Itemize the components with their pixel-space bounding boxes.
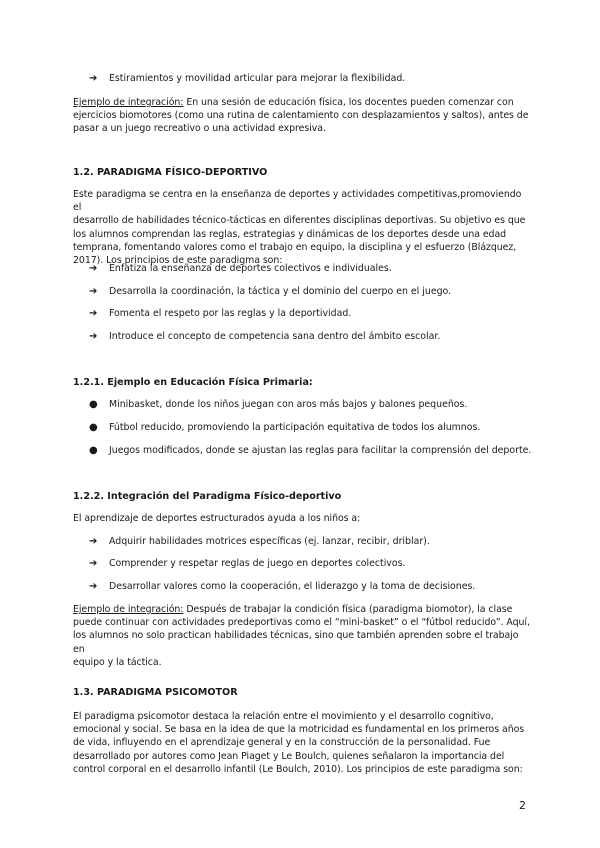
list-item: ● Juegos modificados, donde se ajustan las reglas para facilitar la comprensión del deporte.: [89, 445, 532, 456]
subsection-heading: 1.2.1. Ejemplo en Educación Física Primaria:: [73, 377, 313, 388]
bullet-item: ➔ Adquirir habilidades motrices específicas (ej. lanzar, recibir, driblar).: [89, 536, 430, 547]
bullet-item: ➔ Enfatiza la enseñanza de deportes colectivos e individuales.: [89, 263, 392, 274]
section-intro: El aprendizaje de deportes estructurados ayuda a los niños a:: [73, 513, 361, 524]
arrow-icon: ➔: [89, 331, 98, 342]
arrow-icon: ➔: [89, 536, 98, 547]
bullet-dot-icon: ●: [89, 422, 98, 433]
integration-example: Ejemplo de integración: Después de trabajar la condición física (paradigma biomotor), la clase puede continuar con actividades predeportivas como el “mini-basket” o el “fútbol reducido”. Aquí, los alumnos no solo practican habilidades técnicas, sino que también aprenden sobre el trabajo en equipo y la táctica.: [73, 604, 530, 668]
list-item: ● Minibasket, donde los niños juegan con aros más bajos y balones pequeños.: [89, 399, 468, 410]
section-paragraph: El paradigma psicomotor destaca la relación entre el movimiento y el desarrollo cognitivo, emocional y social. Se basa en la idea de que la motricidad es fundamental en los primeros años de vida, influyendo en el aprendizaje general y en la construcción de la personalidad. Fue desarrollado por autores como Jean Piaget y Le Boulch, quienes señalaron la importancia del control corporal en el desarrollo infantil (Le Boulch, 2010). Los principios de este paradigma son:: [73, 711, 525, 775]
arrow-icon: ➔: [89, 263, 98, 274]
section-heading: 1.3. PARADIGMA PSICOMOTOR: [73, 687, 238, 698]
arrow-icon: ➔: [89, 73, 98, 84]
list-item: ● Fútbol reducido, promoviendo la participación equitativa de todos los alumnos.: [89, 422, 481, 433]
arrow-icon: ➔: [89, 581, 98, 592]
section-heading: 1.2. PARADIGMA FÍSICO-DEPORTIVO: [73, 167, 268, 178]
arrow-icon: ➔: [89, 308, 98, 319]
bullet-item: ➔ Comprender y respetar reglas de juego en deportes colectivos.: [89, 558, 406, 569]
bullet-item: ➔ Desarrollar valores como la cooperación, el liderazgo y la toma de decisiones.: [89, 581, 476, 592]
example-label: Ejemplo de integración:: [73, 97, 184, 108]
bullet-item: ➔ Introduce el concepto de competencia sana dentro del ámbito escolar.: [89, 331, 441, 342]
section-paragraph: Este paradigma se centra en la enseñanza de deportes y actividades competitivas,promoviendo el desarrollo de habilidades técnico-tácticas en diferentes disciplinas deportivas. Su objetivo es que los alumnos comprendan las reglas, estrategias y dinámicas de los deportes desde una edad temprana, fomentando valores como el trabajo en equipo, la disciplina y el esfuerzo (Blázquez, 2017). Los principios de este paradigma son:: [73, 189, 526, 267]
arrow-icon: ➔: [89, 286, 98, 297]
bullet-item: ➔ Fomenta el respeto por las reglas y la deportividad.: [89, 308, 352, 319]
bullet-dot-icon: ●: [89, 445, 98, 456]
bullet-item: ➔ Estiramientos y movilidad articular para mejorar la flexibilidad.: [89, 73, 406, 84]
arrow-icon: ➔: [89, 558, 98, 569]
bullet-dot-icon: ●: [89, 399, 98, 410]
example-label: Ejemplo de integración:: [73, 604, 184, 615]
integration-example: Ejemplo de integración: En una sesión de educación física, los docentes pueden comenzar con ejercicios biomotores (como una rutina de calentamiento con desplazamientos y saltos), antes de pasar a un juego recreativo o una actividad expresiva.: [73, 97, 529, 135]
page-number: 2: [519, 799, 526, 812]
bullet-item: ➔ Desarrolla la coordinación, la táctica y el dominio del cuerpo en el juego.: [89, 286, 452, 297]
subsection-heading: 1.2.2. Integración del Paradigma Físico-deportivo: [73, 491, 342, 502]
